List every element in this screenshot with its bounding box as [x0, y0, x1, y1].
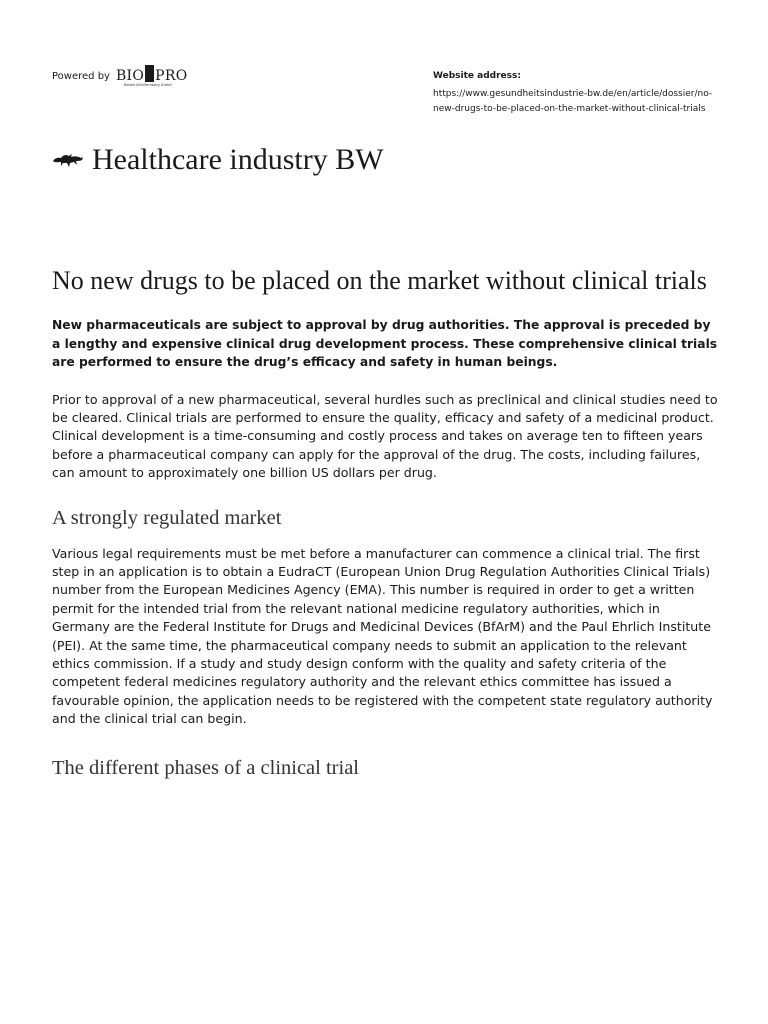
lion-icon — [52, 150, 84, 170]
section-heading-clinical-trial-phases: The different phases of a clinical trial — [52, 756, 359, 779]
website-address-label: Website address: — [433, 71, 521, 81]
biopro-logo[interactable] — [116, 66, 188, 88]
biopro-mark-icon — [145, 65, 154, 82]
powered-by-label: Powered by — [52, 71, 110, 83]
website-url[interactable]: https://www.gesundheitsindustrie-bw.de/en/article/dossier/no-new-drugs-to-be-placed-on-the-market-without-clinical-trials — [433, 89, 713, 114]
powered-by — [52, 66, 188, 88]
section-body-regulated-market: Various legal requirements must be met before a manufacturer can commence a clinical trial. The first step in an application is to obtain a EudraCT (European Union Drug Regulation Authorities Clinical Trials) number from the European Medicines Agency (EMA). This number is required in order to get a written permit for the intended trial from the relevant national medicine regulatory authorities, which in Germany are the Federal Institute for Drugs and Medicinal Devices (BfArM) and the Paul Ehrlich Institute (PEI). At the same time, the pharmaceutical company needs to submit an application to the relevant ethics commission. If a study and study design conform with the quality and safety criteria of the competent federal medicines regulatory authority and the relevant ethics committee has issued a favourable opinion, the application needs to be registered with the competent state regulatory authority and the clinical trial can begin. — [52, 545, 713, 727]
website-address — [433, 71, 733, 117]
brand-title: Healthcare industry BW — [92, 143, 384, 176]
biopro-logo-left: BIO — [115, 68, 145, 84]
article-lead: New pharmaceuticals are subject to approval by drug authorities. The approval is preceded by a lengthy and expensive clinical drug development process. These comprehensive clinical trials are performed to ensure the drug’s efficacy and safety in human beings. — [52, 318, 718, 369]
biopro-logo-subtitle: Baden-Württemberg GmbH — [123, 83, 172, 87]
article — [52, 266, 720, 795]
brand-header — [52, 145, 384, 175]
biopro-logo-right: PRO — [155, 68, 188, 84]
article-title: No new drugs to be placed on the market without clinical trials — [52, 266, 707, 295]
section-heading-regulated-market: A strongly regulated market — [52, 506, 282, 529]
article-intro: Prior to approval of a new pharmaceutical, several hurdles such as preclinical and clinical studies need to be cleared. Clinical trials are performed to ensure the quality, efficacy and safety of a medicinal product. Clinical development is a time-consuming and costly process and takes on average ten to fifteen years before a pharmaceutical company can apply for the approval of the drug. The costs, including failures, can amount to approximately one billion US dollars per drug. — [52, 391, 718, 481]
